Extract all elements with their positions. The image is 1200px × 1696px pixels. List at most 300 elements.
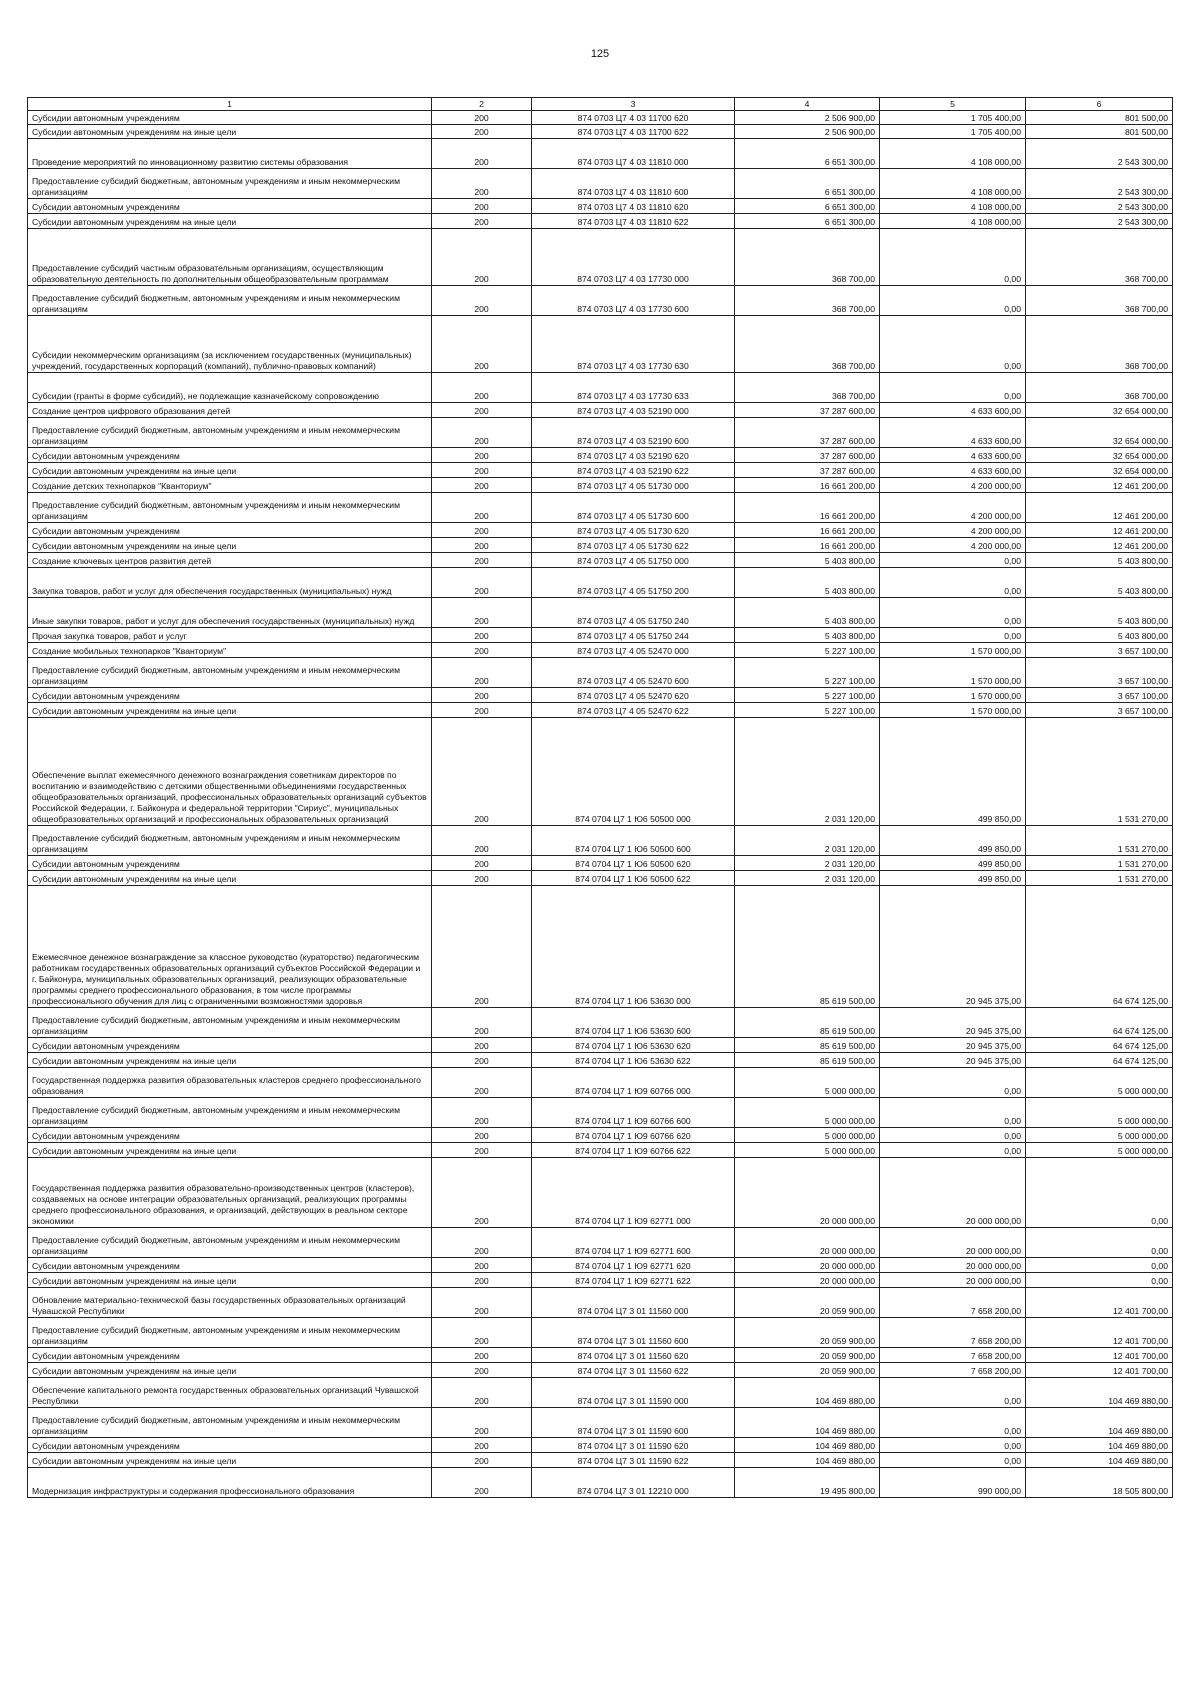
table-row [28, 1348, 1173, 1363]
row-col2: 200 [432, 214, 532, 229]
row-name: Субсидии автономным учреждениям [28, 688, 432, 703]
row-value-4: 85 619 500,00 [735, 1038, 880, 1053]
row-name: Субсидии автономным учреждениям на иные цели [28, 1053, 432, 1068]
row-value-6: 0,00 [1026, 1273, 1173, 1288]
row-value-4: 16 661 200,00 [735, 523, 880, 538]
row-value-5: 4 633 600,00 [880, 418, 1026, 448]
row-code: 874 0703 Ц7 4 03 52190 000 [532, 403, 735, 418]
row-value-6: 5 403 800,00 [1026, 568, 1173, 598]
row-code: 874 0704 Ц7 1 Ю9 62771 000 [532, 1158, 735, 1228]
row-col2: 200 [432, 688, 532, 703]
row-value-5: 20 945 375,00 [880, 1008, 1026, 1038]
table-row [28, 1408, 1173, 1438]
row-value-5: 7 658 200,00 [880, 1318, 1026, 1348]
row-value-4: 5 403 800,00 [735, 553, 880, 568]
row-code: 874 0703 Ц7 4 05 51750 240 [532, 598, 735, 628]
row-name: Предоставление субсидий бюджетным, автономным учреждениям и иным некоммерческим организациям [28, 658, 432, 688]
row-value-4: 104 469 880,00 [735, 1378, 880, 1408]
table-header [28, 98, 1173, 111]
row-code: 874 0704 Ц7 1 Ю9 60766 620 [532, 1128, 735, 1143]
row-value-4: 2 506 900,00 [735, 111, 880, 125]
table-row [28, 1378, 1173, 1408]
table-row [28, 1068, 1173, 1098]
row-value-5: 499 850,00 [880, 871, 1026, 886]
row-value-4: 5 000 000,00 [735, 1128, 880, 1143]
row-code: 874 0704 Ц7 3 01 11590 622 [532, 1453, 735, 1468]
table-row [28, 229, 1173, 286]
table-row [28, 568, 1173, 598]
row-code: 874 0703 Ц7 4 03 52190 622 [532, 463, 735, 478]
row-value-5: 0,00 [880, 1438, 1026, 1453]
table-row [28, 373, 1173, 403]
row-value-6: 64 674 125,00 [1026, 886, 1173, 1008]
header-col-4: 4 [735, 98, 880, 111]
row-value-5: 20 000 000,00 [880, 1158, 1026, 1228]
row-col2: 200 [432, 1053, 532, 1068]
row-value-4: 20 000 000,00 [735, 1228, 880, 1258]
row-code: 874 0703 Ц7 4 05 51730 000 [532, 478, 735, 493]
row-value-6: 12 401 700,00 [1026, 1348, 1173, 1363]
row-value-6: 0,00 [1026, 1228, 1173, 1258]
row-value-5: 0,00 [880, 1408, 1026, 1438]
row-value-5: 0,00 [880, 1143, 1026, 1158]
header-col-5: 5 [880, 98, 1026, 111]
header-col-3: 3 [532, 98, 735, 111]
row-value-4: 16 661 200,00 [735, 538, 880, 553]
row-name: Субсидии автономным учреждениям [28, 1128, 432, 1143]
row-col2: 200 [432, 1128, 532, 1143]
table-row [28, 316, 1173, 373]
row-col2: 200 [432, 286, 532, 316]
row-value-6: 32 654 000,00 [1026, 403, 1173, 418]
row-name: Субсидии (гранты в форме субсидий), не подлежащие казначейскому сопровождению [28, 373, 432, 403]
row-value-5: 1 570 000,00 [880, 658, 1026, 688]
table-row [28, 643, 1173, 658]
row-value-6: 104 469 880,00 [1026, 1453, 1173, 1468]
row-value-6: 12 401 700,00 [1026, 1288, 1173, 1318]
row-code: 874 0704 Ц7 3 01 11560 620 [532, 1348, 735, 1363]
row-value-6: 12 401 700,00 [1026, 1318, 1173, 1348]
row-name: Иные закупки товаров, работ и услуг для обеспечения государственных (муниципальных) нужд [28, 598, 432, 628]
row-code: 874 0704 Ц7 3 01 11590 600 [532, 1408, 735, 1438]
row-value-5: 0,00 [880, 598, 1026, 628]
row-col2: 200 [432, 1258, 532, 1273]
row-value-5: 0,00 [880, 1068, 1026, 1098]
row-value-5: 1 570 000,00 [880, 643, 1026, 658]
row-col2: 200 [432, 826, 532, 856]
row-value-4: 20 059 900,00 [735, 1348, 880, 1363]
row-name: Субсидии автономным учреждениям на иные цели [28, 463, 432, 478]
row-value-5: 20 000 000,00 [880, 1258, 1026, 1273]
row-value-6: 104 469 880,00 [1026, 1408, 1173, 1438]
row-value-4: 37 287 600,00 [735, 403, 880, 418]
row-code: 874 0704 Ц7 1 Ю6 50500 000 [532, 718, 735, 826]
row-value-6: 1 531 270,00 [1026, 718, 1173, 826]
table-row [28, 1143, 1173, 1158]
row-value-6: 0,00 [1026, 1158, 1173, 1228]
row-value-6: 801 500,00 [1026, 111, 1173, 125]
table-row [28, 1008, 1173, 1038]
row-code: 874 0703 Ц7 4 05 52470 000 [532, 643, 735, 658]
row-name: Предоставление субсидий бюджетным, автономным учреждениям и иным некоммерческим организациям [28, 1408, 432, 1438]
row-value-5: 4 108 000,00 [880, 139, 1026, 169]
row-name: Субсидии автономным учреждениям на иные цели [28, 1363, 432, 1378]
row-value-6: 368 700,00 [1026, 286, 1173, 316]
row-value-5: 4 200 000,00 [880, 523, 1026, 538]
row-value-5: 4 200 000,00 [880, 538, 1026, 553]
row-value-5: 7 658 200,00 [880, 1288, 1026, 1318]
row-col2: 200 [432, 418, 532, 448]
row-code: 874 0703 Ц7 4 03 17730 600 [532, 286, 735, 316]
table-row [28, 199, 1173, 214]
table-row [28, 598, 1173, 628]
row-code: 874 0703 Ц7 4 03 11700 622 [532, 125, 735, 139]
table-row [28, 214, 1173, 229]
row-value-6: 5 000 000,00 [1026, 1098, 1173, 1128]
row-name: Предоставление субсидий бюджетным, автономным учреждениям и иным некоммерческим организациям [28, 493, 432, 523]
row-value-5: 20 000 000,00 [880, 1273, 1026, 1288]
row-code: 874 0704 Ц7 1 Ю6 50500 622 [532, 871, 735, 886]
row-col2: 200 [432, 125, 532, 139]
row-value-6: 3 657 100,00 [1026, 643, 1173, 658]
row-value-5: 990 000,00 [880, 1468, 1026, 1498]
row-value-6: 5 000 000,00 [1026, 1128, 1173, 1143]
header-col-1: 1 [28, 98, 432, 111]
table-row [28, 1053, 1173, 1068]
row-name: Субсидии автономным учреждениям на иные цели [28, 1143, 432, 1158]
row-value-5: 7 658 200,00 [880, 1348, 1026, 1363]
row-value-5: 4 633 600,00 [880, 448, 1026, 463]
row-value-6: 2 543 300,00 [1026, 199, 1173, 214]
header-col-2: 2 [432, 98, 532, 111]
row-value-4: 5 000 000,00 [735, 1068, 880, 1098]
row-name: Субсидии автономным учреждениям [28, 1258, 432, 1273]
row-col2: 200 [432, 703, 532, 718]
row-code: 874 0704 Ц7 1 Ю9 60766 622 [532, 1143, 735, 1158]
table-row [28, 286, 1173, 316]
table-row [28, 1098, 1173, 1128]
row-code: 874 0703 Ц7 4 05 52470 622 [532, 703, 735, 718]
row-col2: 200 [432, 568, 532, 598]
row-code: 874 0704 Ц7 3 01 11560 600 [532, 1318, 735, 1348]
row-code: 874 0704 Ц7 3 01 11590 000 [532, 1378, 735, 1408]
row-col2: 200 [432, 1038, 532, 1053]
row-value-5: 20 000 000,00 [880, 1228, 1026, 1258]
row-value-4: 37 287 600,00 [735, 418, 880, 448]
row-value-4: 368 700,00 [735, 316, 880, 373]
row-value-5: 1 570 000,00 [880, 703, 1026, 718]
row-code: 874 0703 Ц7 4 05 51730 622 [532, 538, 735, 553]
row-value-5: 0,00 [880, 1378, 1026, 1408]
row-value-4: 6 651 300,00 [735, 214, 880, 229]
row-name: Субсидии автономным учреждениям на иные цели [28, 703, 432, 718]
table-row [28, 703, 1173, 718]
row-value-6: 32 654 000,00 [1026, 448, 1173, 463]
row-col2: 200 [432, 628, 532, 643]
row-code: 874 0704 Ц7 3 01 11590 620 [532, 1438, 735, 1453]
row-name: Создание ключевых центров развития детей [28, 553, 432, 568]
row-code: 874 0703 Ц7 4 03 17730 630 [532, 316, 735, 373]
table-row [28, 1438, 1173, 1453]
row-col2: 200 [432, 1318, 532, 1348]
row-col2: 200 [432, 523, 532, 538]
row-col2: 200 [432, 448, 532, 463]
row-value-4: 5 000 000,00 [735, 1143, 880, 1158]
row-code: 874 0703 Ц7 4 05 51730 620 [532, 523, 735, 538]
row-value-4: 20 059 900,00 [735, 1318, 880, 1348]
row-value-6: 368 700,00 [1026, 373, 1173, 403]
row-value-4: 5 403 800,00 [735, 628, 880, 643]
row-value-4: 6 651 300,00 [735, 199, 880, 214]
row-name: Субсидии автономным учреждениям [28, 199, 432, 214]
row-value-4: 19 495 800,00 [735, 1468, 880, 1498]
row-value-4: 5 227 100,00 [735, 658, 880, 688]
row-col2: 200 [432, 658, 532, 688]
table-row [28, 169, 1173, 199]
row-code: 874 0703 Ц7 4 05 52470 600 [532, 658, 735, 688]
row-value-4: 5 227 100,00 [735, 688, 880, 703]
row-name: Создание центров цифрового образования детей [28, 403, 432, 418]
table-row [28, 403, 1173, 418]
row-code: 874 0703 Ц7 4 03 11810 622 [532, 214, 735, 229]
row-name: Субсидии автономным учреждениям [28, 1348, 432, 1363]
row-col2: 200 [432, 1158, 532, 1228]
row-col2: 200 [432, 373, 532, 403]
row-value-5: 0,00 [880, 628, 1026, 643]
row-col2: 200 [432, 886, 532, 1008]
row-value-4: 368 700,00 [735, 286, 880, 316]
row-code: 874 0704 Ц7 1 Ю9 62771 622 [532, 1273, 735, 1288]
row-value-4: 85 619 500,00 [735, 886, 880, 1008]
row-value-4: 2 031 120,00 [735, 718, 880, 826]
row-value-5: 0,00 [880, 286, 1026, 316]
table-row [28, 1318, 1173, 1348]
row-value-4: 20 059 900,00 [735, 1363, 880, 1378]
row-value-5: 499 850,00 [880, 718, 1026, 826]
row-code: 874 0703 Ц7 4 03 11810 620 [532, 199, 735, 214]
row-value-5: 499 850,00 [880, 826, 1026, 856]
row-name: Ежемесячное денежное вознаграждение за классное руководство (кураторство) педагогическим работникам государственных образовательных организаций субъектов Российской Федерации и г. Байконура, муниципальных образовательных организаций, реализующих образовательные программы среднего профессионального образования, в том числе программы профессионального обучения для лиц с ограниченными возможностями здоровья [28, 886, 432, 1008]
table-row [28, 1468, 1173, 1498]
row-code: 874 0703 Ц7 4 03 17730 000 [532, 229, 735, 286]
row-value-5: 1 705 400,00 [880, 111, 1026, 125]
table-row [28, 856, 1173, 871]
row-name: Проведение мероприятий по инновационному развитию системы образования [28, 139, 432, 169]
row-value-5: 0,00 [880, 568, 1026, 598]
table-row [28, 718, 1173, 826]
table-row [28, 523, 1173, 538]
row-value-4: 2 031 120,00 [735, 856, 880, 871]
table-row [28, 478, 1173, 493]
table-row [28, 125, 1173, 139]
table-row [28, 493, 1173, 523]
row-value-6: 64 674 125,00 [1026, 1053, 1173, 1068]
row-name: Субсидии автономным учреждениям на иные цели [28, 214, 432, 229]
row-col2: 200 [432, 1453, 532, 1468]
row-value-4: 368 700,00 [735, 373, 880, 403]
row-value-5: 20 945 375,00 [880, 886, 1026, 1008]
row-value-6: 3 657 100,00 [1026, 688, 1173, 703]
table-row [28, 463, 1173, 478]
row-name: Государственная поддержка развития образовательных кластеров среднего профессионального образования [28, 1068, 432, 1098]
row-col2: 200 [432, 598, 532, 628]
row-value-6: 12 461 200,00 [1026, 478, 1173, 493]
table-row [28, 826, 1173, 856]
row-name: Предоставление субсидий бюджетным, автономным учреждениям и иным некоммерческим организациям [28, 418, 432, 448]
row-value-6: 12 461 200,00 [1026, 538, 1173, 553]
row-value-6: 2 543 300,00 [1026, 214, 1173, 229]
row-value-6: 18 505 800,00 [1026, 1468, 1173, 1498]
row-code: 874 0703 Ц7 4 05 51730 600 [532, 493, 735, 523]
table-row [28, 1273, 1173, 1288]
row-value-6: 0,00 [1026, 1258, 1173, 1273]
row-col2: 200 [432, 1288, 532, 1318]
row-value-5: 4 200 000,00 [880, 493, 1026, 523]
row-col2: 200 [432, 856, 532, 871]
row-col2: 200 [432, 1228, 532, 1258]
row-code: 874 0703 Ц7 4 03 52190 620 [532, 448, 735, 463]
row-value-5: 0,00 [880, 316, 1026, 373]
row-value-6: 104 469 880,00 [1026, 1378, 1173, 1408]
row-value-5: 4 108 000,00 [880, 169, 1026, 199]
row-code: 874 0703 Ц7 4 05 52470 620 [532, 688, 735, 703]
row-name: Обеспечение капитального ремонта государственных образовательных организаций Чувашской Республики [28, 1378, 432, 1408]
table-row [28, 1258, 1173, 1273]
row-code: 874 0703 Ц7 4 03 17730 633 [532, 373, 735, 403]
row-value-5: 0,00 [880, 553, 1026, 568]
row-value-6: 801 500,00 [1026, 125, 1173, 139]
table-row [28, 139, 1173, 169]
row-col2: 200 [432, 199, 532, 214]
row-col2: 200 [432, 478, 532, 493]
row-name: Предоставление субсидий бюджетным, автономным учреждениям и иным некоммерческим организациям [28, 169, 432, 199]
row-value-6: 5 000 000,00 [1026, 1143, 1173, 1158]
row-col2: 200 [432, 1273, 532, 1288]
row-col2: 200 [432, 1408, 532, 1438]
row-value-6: 3 657 100,00 [1026, 703, 1173, 718]
row-value-6: 5 403 800,00 [1026, 598, 1173, 628]
row-col2: 200 [432, 1008, 532, 1038]
row-col2: 200 [432, 643, 532, 658]
row-value-5: 0,00 [880, 1128, 1026, 1143]
row-name: Субсидии автономным учреждениям на иные цели [28, 125, 432, 139]
row-code: 874 0703 Ц7 4 05 51750 000 [532, 553, 735, 568]
row-value-4: 6 651 300,00 [735, 139, 880, 169]
row-col2: 200 [432, 139, 532, 169]
row-value-6: 104 469 880,00 [1026, 1438, 1173, 1453]
row-name: Закупка товаров, работ и услуг для обеспечения государственных (муниципальных) нужд [28, 568, 432, 598]
row-value-4: 104 469 880,00 [735, 1408, 880, 1438]
row-value-4: 2 031 120,00 [735, 826, 880, 856]
table-row [28, 871, 1173, 886]
row-col2: 200 [432, 1378, 532, 1408]
row-value-6: 12 461 200,00 [1026, 493, 1173, 523]
row-value-5: 4 108 000,00 [880, 199, 1026, 214]
row-col2: 200 [432, 1363, 532, 1378]
row-name: Субсидии автономным учреждениям на иные цели [28, 1273, 432, 1288]
table-row [28, 1288, 1173, 1318]
row-col2: 200 [432, 316, 532, 373]
row-value-5: 499 850,00 [880, 856, 1026, 871]
row-name: Субсидии автономным учреждениям [28, 111, 432, 125]
row-value-6: 32 654 000,00 [1026, 463, 1173, 478]
row-value-6: 64 674 125,00 [1026, 1008, 1173, 1038]
row-value-4: 6 651 300,00 [735, 169, 880, 199]
row-code: 874 0704 Ц7 1 Ю6 53630 000 [532, 886, 735, 1008]
row-name: Субсидии автономным учреждениям [28, 523, 432, 538]
row-name: Предоставление субсидий частным образовательным организациям, осуществляющим образовательную деятельность по дополнительным общеобразовательным программам [28, 229, 432, 286]
row-name: Государственная поддержка развития образовательно-производственных центров (кластеров), создаваемых на основе интеграции образовательных организаций, реализующих программы среднего профессионального образования, и организаций, действующих в реальном секторе экономики [28, 1158, 432, 1228]
row-value-5: 4 200 000,00 [880, 478, 1026, 493]
row-name: Субсидии некоммерческим организациям (за исключением государственных (муниципальных) учреждений, государственных корпораций (компаний), публично-правовых компаний) [28, 316, 432, 373]
row-value-6: 64 674 125,00 [1026, 1038, 1173, 1053]
row-value-4: 5 227 100,00 [735, 703, 880, 718]
table-row [28, 1228, 1173, 1258]
table-row [28, 553, 1173, 568]
row-value-5: 0,00 [880, 1098, 1026, 1128]
row-value-4: 5 403 800,00 [735, 598, 880, 628]
row-code: 874 0703 Ц7 4 03 11810 600 [532, 169, 735, 199]
row-col2: 200 [432, 553, 532, 568]
row-value-5: 4 633 600,00 [880, 463, 1026, 478]
row-name: Прочая закупка товаров, работ и услуг [28, 628, 432, 643]
row-code: 874 0703 Ц7 4 05 51750 244 [532, 628, 735, 643]
row-code: 874 0704 Ц7 1 Ю9 60766 600 [532, 1098, 735, 1128]
row-name: Предоставление субсидий бюджетным, автономным учреждениям и иным некоммерческим организациям [28, 826, 432, 856]
row-value-6: 2 543 300,00 [1026, 139, 1173, 169]
row-value-4: 85 619 500,00 [735, 1053, 880, 1068]
row-name: Предоставление субсидий бюджетным, автономным учреждениям и иным некоммерческим организациям [28, 1098, 432, 1128]
row-value-6: 368 700,00 [1026, 229, 1173, 286]
row-value-6: 3 657 100,00 [1026, 658, 1173, 688]
row-col2: 200 [432, 403, 532, 418]
row-value-6: 12 401 700,00 [1026, 1363, 1173, 1378]
table-row [28, 418, 1173, 448]
table-row [28, 538, 1173, 553]
row-value-6: 368 700,00 [1026, 316, 1173, 373]
row-name: Предоставление субсидий бюджетным, автономным учреждениям и иным некоммерческим организациям [28, 1228, 432, 1258]
row-value-6: 32 654 000,00 [1026, 418, 1173, 448]
row-value-6: 1 531 270,00 [1026, 856, 1173, 871]
row-value-4: 2 031 120,00 [735, 871, 880, 886]
row-value-4: 20 000 000,00 [735, 1273, 880, 1288]
row-col2: 200 [432, 463, 532, 478]
row-value-4: 37 287 600,00 [735, 463, 880, 478]
row-col2: 200 [432, 538, 532, 553]
row-col2: 200 [432, 1068, 532, 1098]
row-col2: 200 [432, 1438, 532, 1453]
row-code: 874 0704 Ц7 1 Ю6 53630 620 [532, 1038, 735, 1053]
header-col-6: 6 [1026, 98, 1173, 111]
row-code: 874 0704 Ц7 3 01 11560 622 [532, 1363, 735, 1378]
row-value-4: 37 287 600,00 [735, 448, 880, 463]
row-code: 874 0703 Ц7 4 03 11700 620 [532, 111, 735, 125]
row-value-6: 5 000 000,00 [1026, 1068, 1173, 1098]
row-value-4: 85 619 500,00 [735, 1008, 880, 1038]
row-value-5: 0,00 [880, 373, 1026, 403]
row-name: Субсидии автономным учреждениям [28, 856, 432, 871]
row-name: Предоставление субсидий бюджетным, автономным учреждениям и иным некоммерческим организациям [28, 1008, 432, 1038]
row-value-4: 20 000 000,00 [735, 1258, 880, 1273]
row-value-5: 4 633 600,00 [880, 403, 1026, 418]
table-row [28, 628, 1173, 643]
row-col2: 200 [432, 1143, 532, 1158]
table-row [28, 1038, 1173, 1053]
row-code: 874 0704 Ц7 1 Ю6 50500 600 [532, 826, 735, 856]
row-name: Субсидии автономным учреждениям [28, 1438, 432, 1453]
row-name: Предоставление субсидий бюджетным, автономным учреждениям и иным некоммерческим организациям [28, 286, 432, 316]
row-value-4: 5 000 000,00 [735, 1098, 880, 1128]
